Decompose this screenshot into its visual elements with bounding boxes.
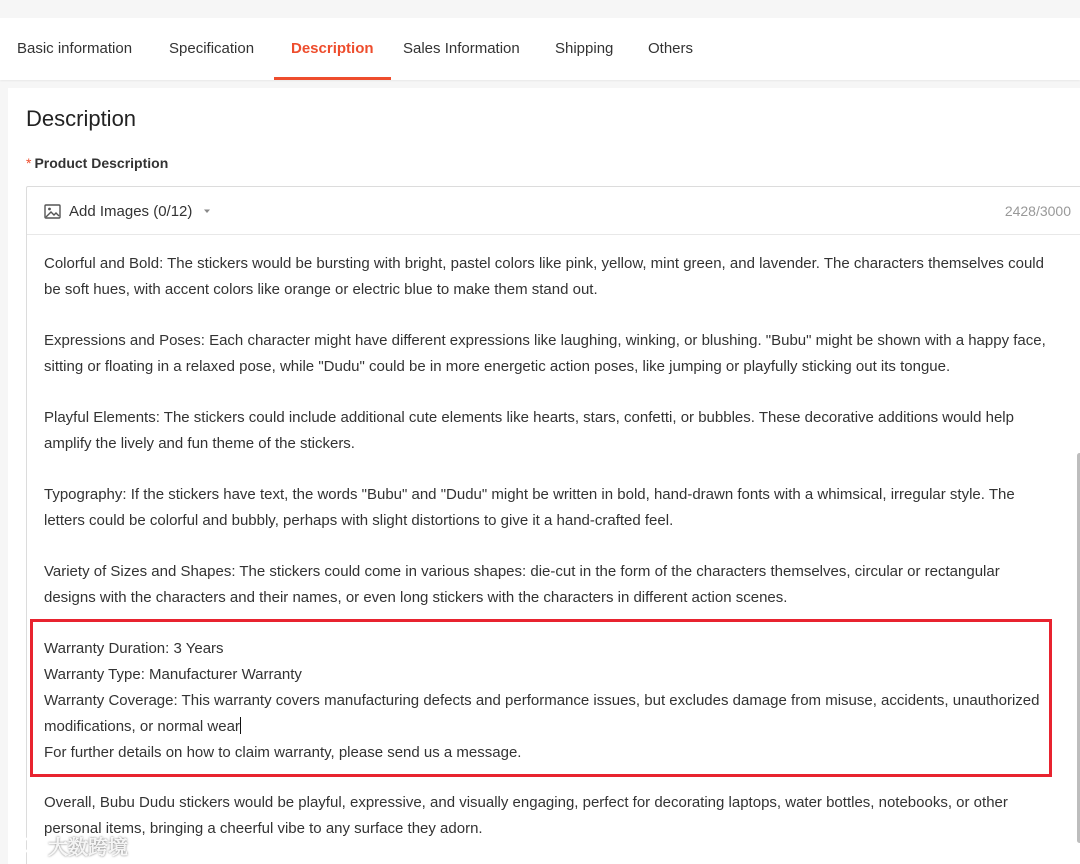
tab-shipping[interactable]: Shipping: [555, 40, 614, 57]
warranty-block: [44, 636, 1054, 766]
watermark-text: 大数跨境: [48, 836, 128, 859]
text-line: Expressions and Poses: Each character might have different expressions like laughing, winking, or blushing. "Bubu" might be shown with a happy face,: [44, 332, 1046, 349]
text-line: personal items, bringing a cheerful vibe to any surface they adorn.: [44, 820, 483, 837]
tabs-bar: [0, 18, 1080, 80]
text-line: sitting or floating in a relaxed pose, while "Dudu" could be in more energetic action poses, like jumping or playfully sticking out its tongue.: [44, 358, 951, 375]
warranty-coverage-text: modifications, or normal wear: [44, 718, 240, 735]
product-description-label: [26, 155, 168, 171]
description-editor[interactable]: [26, 186, 1080, 864]
text-line: Variety of Sizes and Shapes: The stickers could come in various shapes: die-cut in the form of the characters themselves, circular or rectangular: [44, 563, 1000, 580]
paragraph-typography: [44, 482, 1054, 534]
watermark: [8, 828, 128, 862]
warranty-coverage: Warranty Coverage: This warranty covers manufacturing defects and performance issues, but excludes damage from misuse, accidents, unauthorized: [44, 692, 1040, 709]
section-title: Description: [26, 106, 137, 131]
text-line: Colorful and Bold: The stickers would be bursting with bright, pastel colors like pink, yellow, mint green, and lavender. The characters themselves could: [44, 255, 1044, 272]
character-counter: 2428/3000: [1004, 203, 1071, 219]
image-icon: [44, 204, 61, 219]
text-line: be soft hues, with accent colors like orange or electric blue to make them stand out.: [44, 281, 598, 298]
tab-description[interactable]: Description: [291, 18, 374, 80]
warranty-claim: For further details on how to claim warranty, please send us a message.: [44, 744, 522, 761]
paragraph-overall: [44, 790, 1054, 842]
tab-basic-information[interactable]: Basic information: [17, 40, 133, 57]
text-line: letters could be colorful and bubbly, perhaps with slight distortions to give it a hand-crafted feel.: [44, 512, 674, 529]
text-line: Overall, Bubu Dudu stickers would be playful, expressive, and visually engaging, perfect for decorating laptops, water bottles, notebooks, or other: [44, 794, 1008, 811]
editor-toolbar: [27, 187, 1080, 235]
paragraph-playful-elements: [44, 405, 1054, 457]
add-images-label: Add Images (0/12): [69, 202, 193, 220]
text-line: Playful Elements: The stickers could include additional cute elements like hearts, stars, confetti, or bubbles. These decorative additions would help: [44, 409, 1014, 426]
paragraph-colorful-and-bold: [44, 251, 1054, 303]
text-cursor: [240, 717, 241, 734]
editor-text-area[interactable]: [44, 251, 1054, 864]
add-images-button[interactable]: [44, 201, 212, 221]
text-line: amplify the lively and fun theme of the stickers.: [44, 435, 355, 452]
paragraph-expressions-and-poses: [44, 328, 1054, 380]
description-card: [8, 88, 1080, 864]
warranty-coverage-continued: [44, 714, 1054, 740]
warranty-type: Warranty Type: Manufacturer Warranty: [44, 666, 302, 683]
text-line: designs with the characters and their names, or even long stickers with the characters in different action scenes.: [44, 589, 788, 606]
text-line: Typography: If the stickers have text, the words "Bubu" and "Dudu" might be written in bold, hand-drawn fonts with a whimsical, irregular style. The: [44, 486, 1015, 503]
tab-others[interactable]: Others: [648, 40, 694, 57]
warranty-duration: Warranty Duration: 3 Years: [44, 640, 224, 657]
paragraph-variety-of-sizes: [44, 559, 1054, 611]
tab-sales-information[interactable]: Sales Information: [403, 40, 520, 57]
field-label-text: Product Description: [34, 155, 169, 171]
required-mark: *: [26, 155, 32, 171]
chevron-down-icon[interactable]: [202, 206, 212, 216]
watermark-logo-icon: [8, 834, 42, 856]
tab-specification[interactable]: Specification: [169, 40, 255, 57]
